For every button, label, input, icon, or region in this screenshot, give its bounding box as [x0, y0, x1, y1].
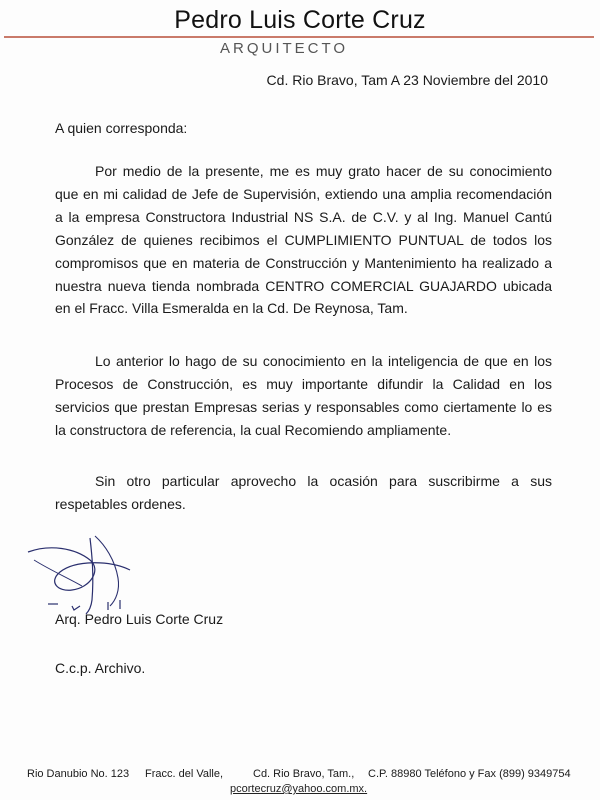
letterhead-divider: [4, 36, 594, 38]
footer-address: Rio Danubio No. 123: [27, 768, 130, 780]
date-line: Cd. Rio Bravo, Tam A 23 Noviembre del 2010: [266, 72, 548, 88]
body-paragraph-3: Sin otro particular aprovecho la ocasión para suscribirme a sus respetables ordenes.: [55, 473, 552, 512]
footer-neighborhood: Fracc. del Valle,: [145, 768, 224, 780]
signer-name: Arq. Pedro Luis Corte Cruz: [55, 611, 224, 627]
letterhead-title: ARQUITECTO: [220, 40, 349, 57]
footer-postal-phone: C.P. 88980 Teléfono y Fax (899) 9349754: [368, 768, 571, 780]
salutation: A quien corresponda:: [55, 120, 188, 136]
footer-email-link[interactable]: pcortecruz@yahoo.com.mx.: [230, 783, 368, 795]
footer-city: Cd. Rio Bravo, Tam.,: [253, 768, 355, 780]
body-paragraph-2: Lo anterior lo hago de su conocimiento en la inteligencia de que en los Procesos de Construcción, es muy importante difundir la Calidad en los servicios que prestan Empresas serias y responsables como ciertamente lo es la constructora de referencia, la cual Recomiendo ampliamente.: [55, 353, 552, 438]
body-paragraph-1: Por medio de la presente, me es muy grato hacer de su conocimiento que en mi calidad de Jefe de Supervisión, extiendo una amplia recomendación a la empresa Constructora Industrial NS S.A. de C.V. y al Ing. Manuel Cantú González de quienes recibimos el CUMPLIMIENTO PUNTUAL de todos los compromisos que en materia de Construcción y Mantenimiento ha realizado a nuestra nueva tienda nombrada CENTRO COMERCIAL GUAJARDO ubicada en el Fracc. Villa Esmeralda en la Cd. De Reynosa, Tam.: [55, 163, 552, 317]
handwritten-signature: [20, 530, 150, 615]
letterhead-name: Pedro Luis Corte Cruz: [174, 6, 426, 34]
carbon-copy-line: C.c.p. Archivo.: [55, 660, 146, 676]
